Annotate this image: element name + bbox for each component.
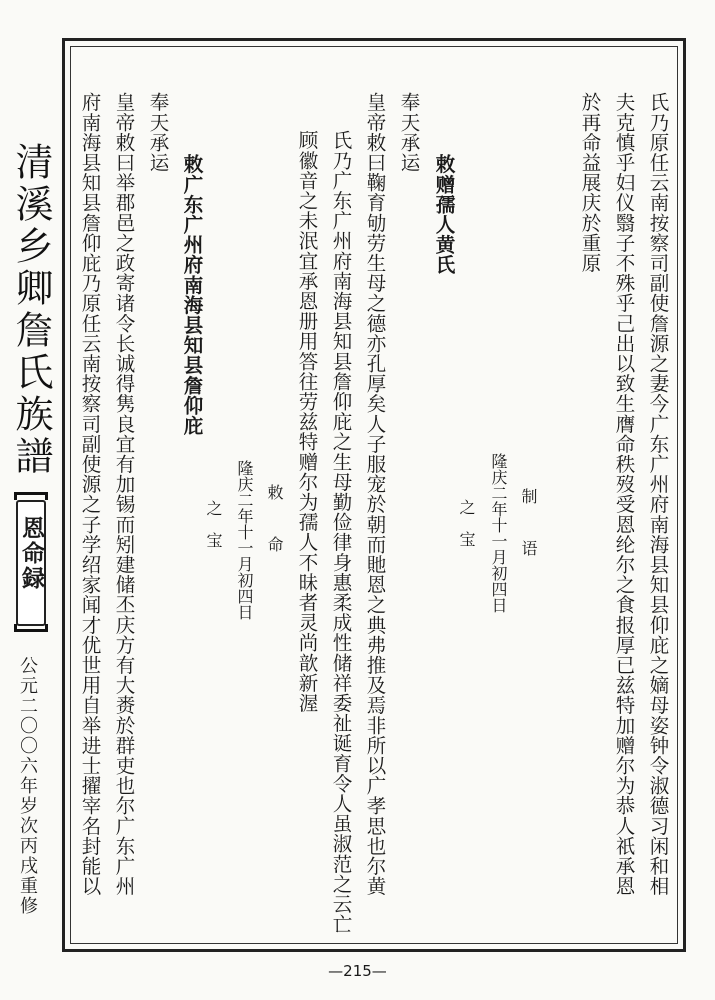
text-column-9: 皇帝敕曰鞠育劬劳生母之德亦孔厚矣人子服宠於朝而貤恩之典弗推及焉非所以广孝思也尔黄	[363, 92, 387, 896]
badge-bracket-bottom	[14, 624, 48, 632]
stamp-ming: 命	[265, 536, 284, 552]
stamp-seal-1: 之 宝	[457, 499, 476, 547]
section-label: 恩命録	[18, 516, 45, 591]
stamp-zhi: 制	[519, 488, 538, 504]
text-column-8: 奉天承运	[397, 92, 421, 173]
edition-note: 公元二〇〇六年岁次丙戌重修	[17, 656, 38, 916]
stamp-chi: 敕	[265, 484, 284, 500]
text-column-10: 氏乃广东广州府南海县知县詹仰庇之生母勤俭律身惠柔成性储祥委祉诞育令人虽淑范之云亡	[329, 130, 353, 934]
stamp-seal-2: 之 宝	[204, 500, 223, 548]
text-column-11: 顾徽音之未泯宜承恩册用答往劳兹特赠尔为孺人不昧者灵尚歆新渥	[295, 130, 319, 713]
heading-decree-huang: 敕赠孺人黄氏	[432, 154, 456, 275]
badge-bracket-top	[14, 492, 48, 500]
text-column-1: 氏乃原任云南按察司副使詹源之妻今广东广州府南海县知县仰庇之嫡母姿钟令淑德习闲和相	[646, 92, 670, 896]
book-title: 清溪乡卿詹氏族譜	[9, 142, 53, 478]
text-column-17: 皇帝敕曰举郡邑之政寄诸令长诚得隽良宜有加锡而矧建储丕庆方有大赉於群吏也尔广东广州	[112, 92, 136, 896]
heading-decree-zhan: 敕广东广州府南海县知县詹仰庇	[180, 154, 204, 436]
text-column-3: 於再命益展庆於重原	[578, 92, 602, 273]
stamp-yu: 语	[519, 540, 538, 556]
text-column-18: 府南海县知县詹仰庇乃原任云南按察司副使源之子学绍家闻才优世用自举进士擢宰名封能以	[78, 92, 102, 896]
text-column-2: 夫克慎乎妇仪翳子不殊乎己出以致生膺命秩歿受恩纶尔之食报厚已兹特加赠尔为恭人祇承恩	[612, 92, 636, 896]
text-column-16: 奉天承运	[146, 92, 170, 173]
page-number: —215—	[328, 962, 387, 980]
section-badge	[16, 500, 46, 626]
stamp-date-1: 隆庆二年十一月初四日	[489, 453, 508, 613]
stamp-date-2: 隆庆二年十一月初四日	[235, 460, 254, 620]
